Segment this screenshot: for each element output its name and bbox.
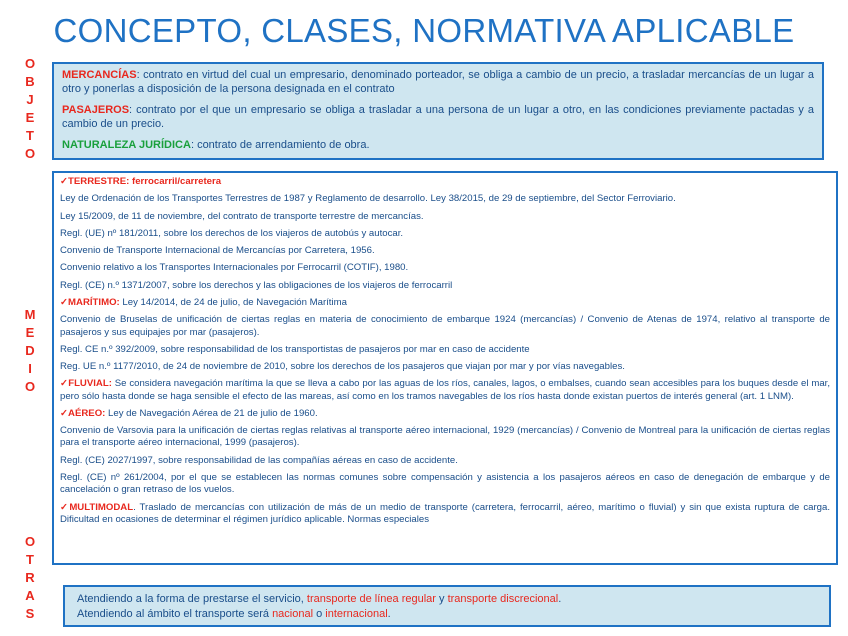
- side-letter: O: [24, 379, 36, 394]
- pasajeros-paragraph: [62, 103, 814, 131]
- terrestre-item: Regl. (CE) n.º 1371/2007, sobre los derechos y las obligaciones de los viajeros de ferrocarril: [60, 279, 453, 291]
- maritimo-item: Convenio de Bruselas de unificación de ciertas reglas en materia de conocimiento de embarque 1924 (mercancías) / Convenio de Atenas de 1974, relativo al transporte de pasajeros y sus equipajes por mar (pasajeros).: [60, 314, 830, 338]
- side-letter: I: [28, 361, 32, 376]
- naturaleza-paragraph: [62, 138, 814, 152]
- otras-box: [63, 585, 831, 627]
- mercancias-label: MERCANCÍAS: [62, 69, 137, 81]
- terrestre-item: Ley 15/2009, de 11 de noviembre, del contrato de transporte terrestre de mercancías.: [60, 210, 424, 222]
- side-letter: S: [25, 606, 35, 621]
- otras-text: Atendiendo al ámbito el transporte será: [77, 608, 273, 620]
- multimodal-paragraph: [60, 502, 830, 526]
- aereo-item: Convenio de Varsovia para la unificación de ciertas reglas relativas al transporte aéreo internacional, 1929 (mercancías) / Convenio de Montreal para la unificación de ciertas reglas para el transporte aéreo internacional, 1999 (pasajeros).: [60, 425, 830, 449]
- side-letter: O: [24, 56, 36, 71]
- naturaleza-text: : contrato de arrendamiento de obra.: [190, 139, 370, 151]
- side-letter: E: [25, 325, 35, 340]
- maritimo-item: Reg. UE n.º 1177/2010, de 24 de noviembre de 2010, sobre los derechos de los pasajeros que viajan por mar y por vías navegables.: [60, 361, 625, 373]
- maritimo-label: ✓MARÍTIMO:: [60, 297, 120, 309]
- discrecional-term: transporte discrecional: [447, 593, 559, 605]
- fluvial-text: Se considera navegación marítima la que se lleva a cabo por las aguas de los ríos, canales, lagos, o embalses, cuando sean accesibles para los buques desde el mar, pero sólo hasta donde se haga sensible el efecto de las mareas, así como en los tramos navegables de los ríos hasta donde existan puertos de interés general (art. 1 LNM).: [60, 378, 830, 402]
- objeto-box: [52, 62, 824, 160]
- fluvial-paragraph: [60, 378, 830, 402]
- internacional-term: internacional: [325, 608, 388, 620]
- mercancias-paragraph: [62, 68, 814, 96]
- side-label-objeto: [22, 55, 38, 163]
- side-letter: D: [25, 343, 35, 358]
- aereo-heading: [60, 408, 830, 420]
- terrestre-item: Regl. (UE) nº 181/2011, sobre los derechos de los viajeros de autobús y autocar.: [60, 227, 404, 239]
- side-letter: T: [26, 552, 34, 567]
- otras-text: .: [387, 608, 391, 620]
- pasajeros-label: PASAJEROS: [62, 104, 130, 116]
- otras-line-2: [77, 607, 817, 622]
- terrestre-item: Ley de Ordenación de los Transportes Terrestres de 1987 y Reglamento de desarrollo. Ley 38/2015, de 29 de septiembre, del Sector Ferroviario.: [60, 193, 676, 205]
- maritimo-text: Ley 14/2014, de 24 de julio, de Navegación Marítima: [119, 297, 347, 309]
- side-letter: E: [25, 110, 35, 125]
- maritimo-item: Regl. CE n.º 392/2009, sobre responsabilidad de los transportistas de pasajeros por mar en caso de accidente: [60, 343, 530, 355]
- medio-box: [52, 171, 838, 565]
- aereo-text: Ley de Navegación Aérea de 21 de julio de 1960.: [105, 407, 318, 419]
- aereo-item: Regl. (CE) 2027/1997, sobre responsabilidad de las compañías aéreas en caso de accidente.: [60, 454, 458, 466]
- otras-text: o: [313, 608, 326, 620]
- side-label-medio: [22, 306, 38, 396]
- side-letter: O: [24, 534, 36, 549]
- linea-regular-term: transporte de línea regular: [306, 593, 436, 605]
- side-letter: M: [24, 307, 36, 322]
- maritimo-heading: [60, 297, 830, 309]
- side-letter: A: [25, 588, 35, 603]
- aereo-label: ✓AÉREO:: [60, 407, 106, 419]
- side-letter: T: [26, 128, 34, 143]
- side-label-otras: [22, 533, 38, 623]
- side-letter: R: [25, 570, 35, 585]
- terrestre-item: Convenio relativo a los Transportes Internacionales por Ferrocarril (COTIF), 1980.: [60, 262, 409, 274]
- aereo-item: Regl. (CE) nº 261/2004, por el que se establecen las normas comunes sobre compensación y asistencia a los pasajeros aéreos en caso de denegación de embarque y de cancelación o gran retraso de los vuelos.: [60, 472, 830, 496]
- naturaleza-label: NATURALEZA JURÍDICA: [62, 139, 191, 151]
- side-letter: J: [26, 92, 34, 107]
- terrestre-heading: [60, 176, 830, 188]
- pasajeros-text: : contrato por el que un empresario se obliga a trasladar a una persona de un lugar a otro, en las condiciones previamente pactadas y a cambio de un precio.: [62, 104, 814, 130]
- multimodal-label: ✓MULTIMODAL: [60, 501, 134, 513]
- page-title: CONCEPTO, CLASES, NORMATIVA APLICABLE: [53, 12, 795, 49]
- otras-line-1: [77, 592, 817, 607]
- otras-text: .: [558, 593, 562, 605]
- side-letter: O: [24, 146, 36, 161]
- otras-text: y: [435, 593, 448, 605]
- fluvial-label: ✓FLUVIAL:: [60, 378, 112, 390]
- multimodal-text: . Traslado de mercancías con utilización de más de un medio de transporte (carretera, ferrocarril, aéreo, marítimo o fluvial) y sin que exista ruptura de carga. Dificultad en ocasiones de determinar el régimen jurídico aplicable. Normas especiales: [60, 501, 830, 525]
- mercancias-text: : contrato en virtud del cual un empresario, denominado porteador, se obliga a cambio de un precio, a trasladar mercancías de un lugar a otro y ponerlas a disposición de la persona designada en el contrato: [62, 69, 814, 95]
- terrestre-label: ✓TERRESTRE: ferrocarril/carretera: [60, 176, 222, 187]
- nacional-term: nacional: [272, 608, 314, 620]
- otras-text: Atendiendo a la forma de prestarse el servicio,: [77, 593, 307, 605]
- side-letter: B: [25, 74, 35, 89]
- terrestre-item: Convenio de Transporte Internacional de Mercancías por Carretera, 1956.: [60, 245, 375, 257]
